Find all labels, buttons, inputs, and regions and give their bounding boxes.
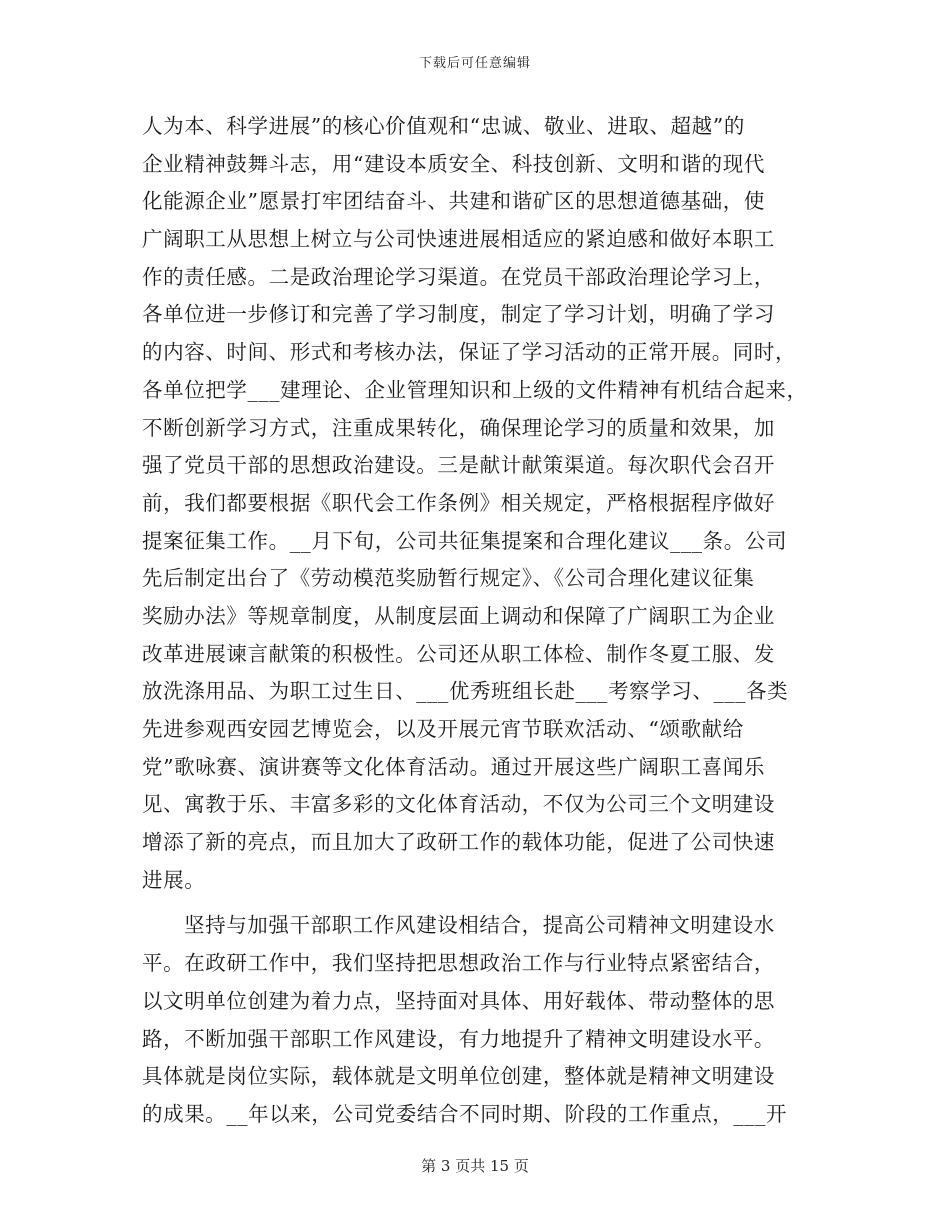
text-line: 具体就是岗位实际，载体就是文明单位创建，整体就是精神文明建设 (142, 1064, 775, 1089)
paragraph-2 (142, 907, 822, 1133)
text-line: 增添了新的亮点，而且加大了政研工作的载体功能，促进了公司快速 (142, 830, 775, 855)
text-line: 不断创新学习方式，注重成果转化，确保理论学习的质量和效果，加 (142, 415, 775, 440)
text-line: 放洗涤用品、为职工过生日、___优秀班组长赴___考察学习、___各类 (142, 679, 789, 704)
text-line: 强了党员干部的思想政治建设。三是献计献策渠道。每次职代会召开 (142, 453, 775, 478)
text-line: 的内容、时间、形式和考核办法，保证了学习活动的正常开展。同时， (142, 340, 797, 365)
page-number: 第 3 页共 15 页 (421, 1157, 529, 1175)
text-line: 以文明单位创建为着力点，坚持面对具体、用好载体、带动整体的思 (142, 988, 775, 1013)
text-line: 的成果。__年以来，公司党委结合不同时期、阶段的工作重点，___开 (142, 1101, 788, 1126)
text-line: 各单位进一步修订和完善了学习制度，制定了学习计划，明确了学习 (142, 302, 775, 327)
text-line: 化能源企业”愿景打牢团结奋斗、共建和谐矿区的思想道德基础，使 (142, 189, 765, 214)
text-line: 先后制定出台了《劳动模范奖励暂行规定》、《公司合理化建议征集 (142, 566, 755, 591)
text-line: 平。在政研工作中，我们坚持把思想政治工作与行业特点紧密结合， (142, 951, 775, 976)
paragraph-gap (142, 899, 822, 907)
text-line: 人为本、科学进展”的核心价值观和“忠诚、敬业、进取、超越”的 (142, 114, 745, 138)
text-line: 奖励办法》等规章制度，从制度层面上调动和保障了广阔职工为企业 (142, 603, 775, 628)
text-line: 路，不断加强干部职工作风建设，有力地提升了精神文明建设水平。 (142, 1026, 775, 1051)
text-line: 改革进展谏言献策的积极性。公司还从职工体检、制作冬夏工服、发 (142, 641, 775, 666)
text-line: 企业精神鼓舞斗志，用“建设本质安全、科技创新、文明和谐的现代 (142, 151, 765, 176)
text-line: 先进参观西安园艺博览会，以及开展元宵节联欢活动、“颂歌献给 (142, 717, 744, 741)
paragraph-1 (142, 108, 822, 899)
text-line: 见、寓教于乐、丰富多彩的文化体育活动，不仅为公司三个文明建设 (142, 792, 775, 817)
text-line: 党”歌咏赛、演讲赛等文化体育活动。通过开展这些广阔职工喜闻乐 (142, 754, 765, 779)
text-line-indented: 坚持与加强干部职工作风建设相结合，提高公司精神文明建设水 (184, 913, 775, 938)
text-line: 进展。 (142, 867, 206, 892)
document-body (142, 108, 822, 1134)
text-line: 广阔职工从思想上树立与公司快速进展相适应的紧迫感和做好本职工 (142, 227, 775, 252)
page-header: 下载后可任意编辑 (418, 56, 531, 71)
text-line: 提案征集工作。__月下旬，公司共征集提案和合理化建议___条。公司 (142, 528, 788, 553)
text-line: 各单位把学___建理论、企业管理知识和上级的文件精神有机结合起来， (142, 377, 808, 402)
text-line: 前，我们都要根据《职代会工作条例》相关规定，严格根据程序做好 (142, 490, 775, 515)
text-line: 作的责任感。二是政治理论学习渠道。在党员干部政治理论学习上， (142, 264, 775, 289)
